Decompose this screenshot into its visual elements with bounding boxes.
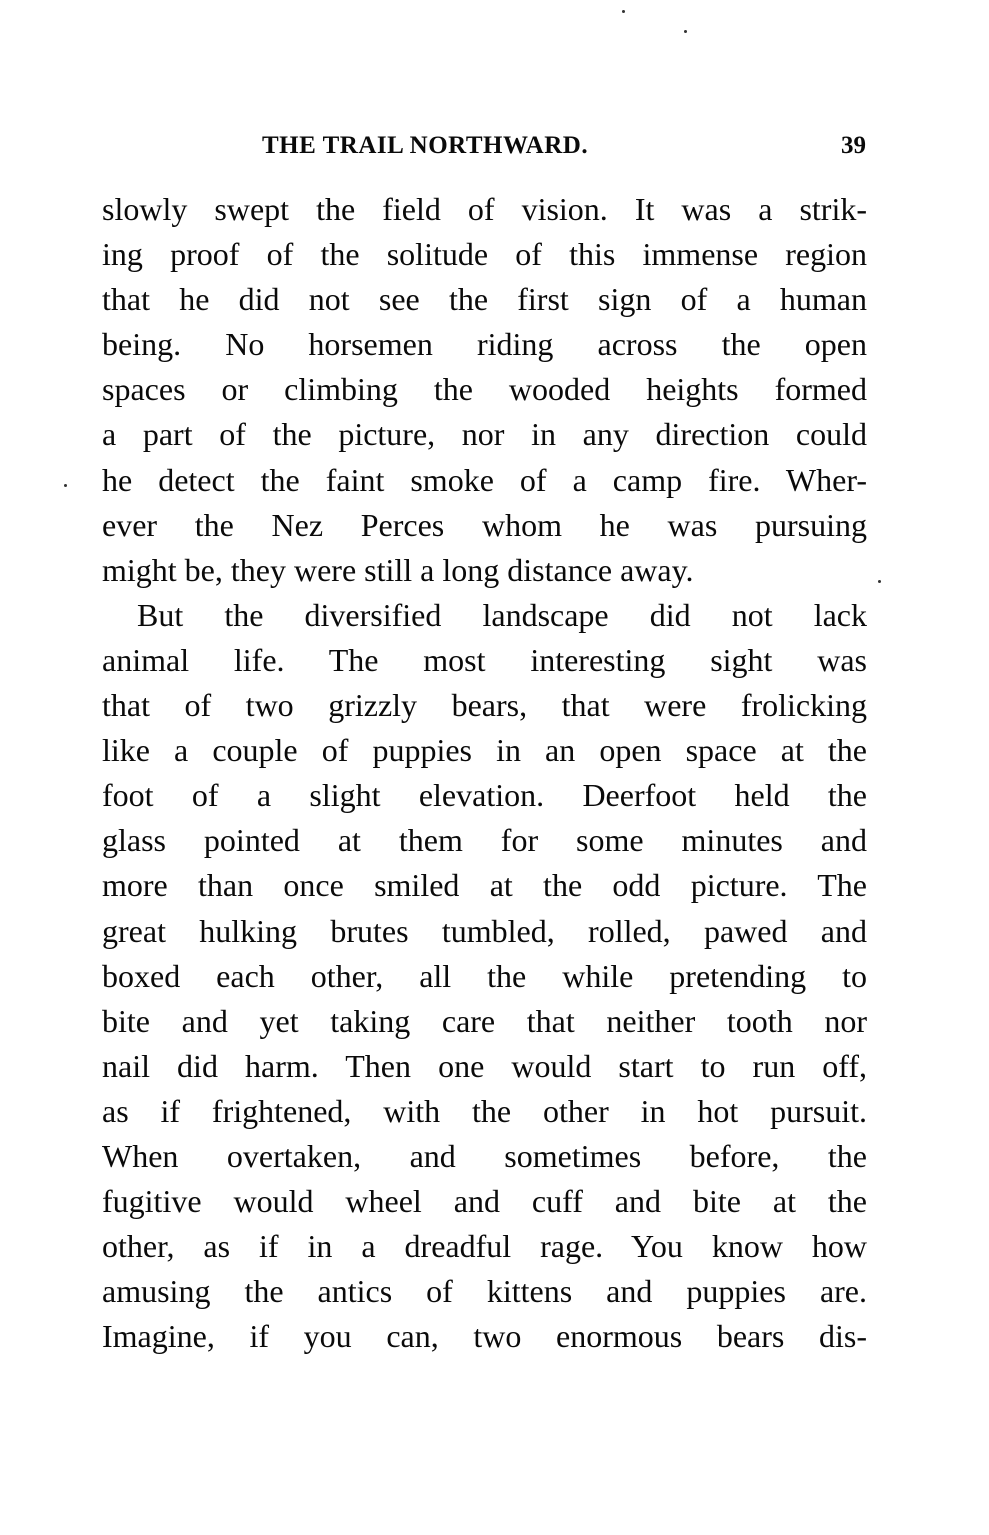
page-header xyxy=(262,132,866,172)
text-line: like a couple of puppies in an open space at the xyxy=(102,732,867,769)
text-line: being. No horsemen riding across the open xyxy=(102,326,867,363)
text-line: fugitive would wheel and cuff and bite at the xyxy=(102,1183,867,1220)
scan-speck xyxy=(878,580,881,583)
text-line: might be, they were still a long distance away. xyxy=(102,551,694,588)
text-line: as if frightened, with the other in hot pursuit. xyxy=(102,1092,867,1129)
text-line: bite and yet taking care that neither tooth nor xyxy=(102,1002,867,1039)
text-line: other, as if in a dreadful rage. You know how xyxy=(102,1228,867,1265)
text-line: amusing the antics of kittens and puppies are. xyxy=(102,1273,867,1310)
paragraph-2 xyxy=(102,593,867,1360)
text-line: When overtaken, and sometimes before, the xyxy=(102,1137,867,1174)
text-line: glass pointed at them for some minutes and xyxy=(102,822,867,859)
scan-speck xyxy=(684,30,687,33)
text-line: a part of the picture, nor in any direction could xyxy=(102,416,867,453)
text-line: spaces or climbing the wooded heights formed xyxy=(102,371,867,408)
text-line: more than once smiled at the odd picture. The xyxy=(102,867,867,904)
text-line: nail did harm. Then one would start to run off, xyxy=(102,1047,867,1084)
text-line: ing proof of the solitude of this immense region xyxy=(102,236,867,273)
body-text xyxy=(102,187,867,1359)
text-line: foot of a slight elevation. Deerfoot held the xyxy=(102,777,867,814)
text-line: he detect the faint smoke of a camp fire. Wher- xyxy=(102,461,867,498)
scan-speck xyxy=(622,10,625,13)
text-line: ever the Nez Perces whom he was pursuing xyxy=(102,506,867,543)
text-line: But the diversified landscape did not lack xyxy=(137,596,867,633)
paragraph-1 xyxy=(102,187,867,593)
running-title: THE TRAIL NORTHWARD. xyxy=(262,132,589,159)
page-number: 39 xyxy=(841,132,866,159)
text-line: Imagine, if you can, two enormous bears dis- xyxy=(102,1318,867,1355)
text-line: animal life. The most interesting sight was xyxy=(102,641,867,678)
text-line: slowly swept the field of vision. It was a strik- xyxy=(102,191,867,227)
text-line: boxed each other, all the while pretending to xyxy=(102,957,867,994)
scan-speck xyxy=(64,484,67,487)
text-line: great hulking brutes tumbled, rolled, pawed and xyxy=(102,912,867,949)
text-line: that he did not see the first sign of a human xyxy=(102,281,867,318)
text-line: that of two grizzly bears, that were frolicking xyxy=(102,687,867,724)
